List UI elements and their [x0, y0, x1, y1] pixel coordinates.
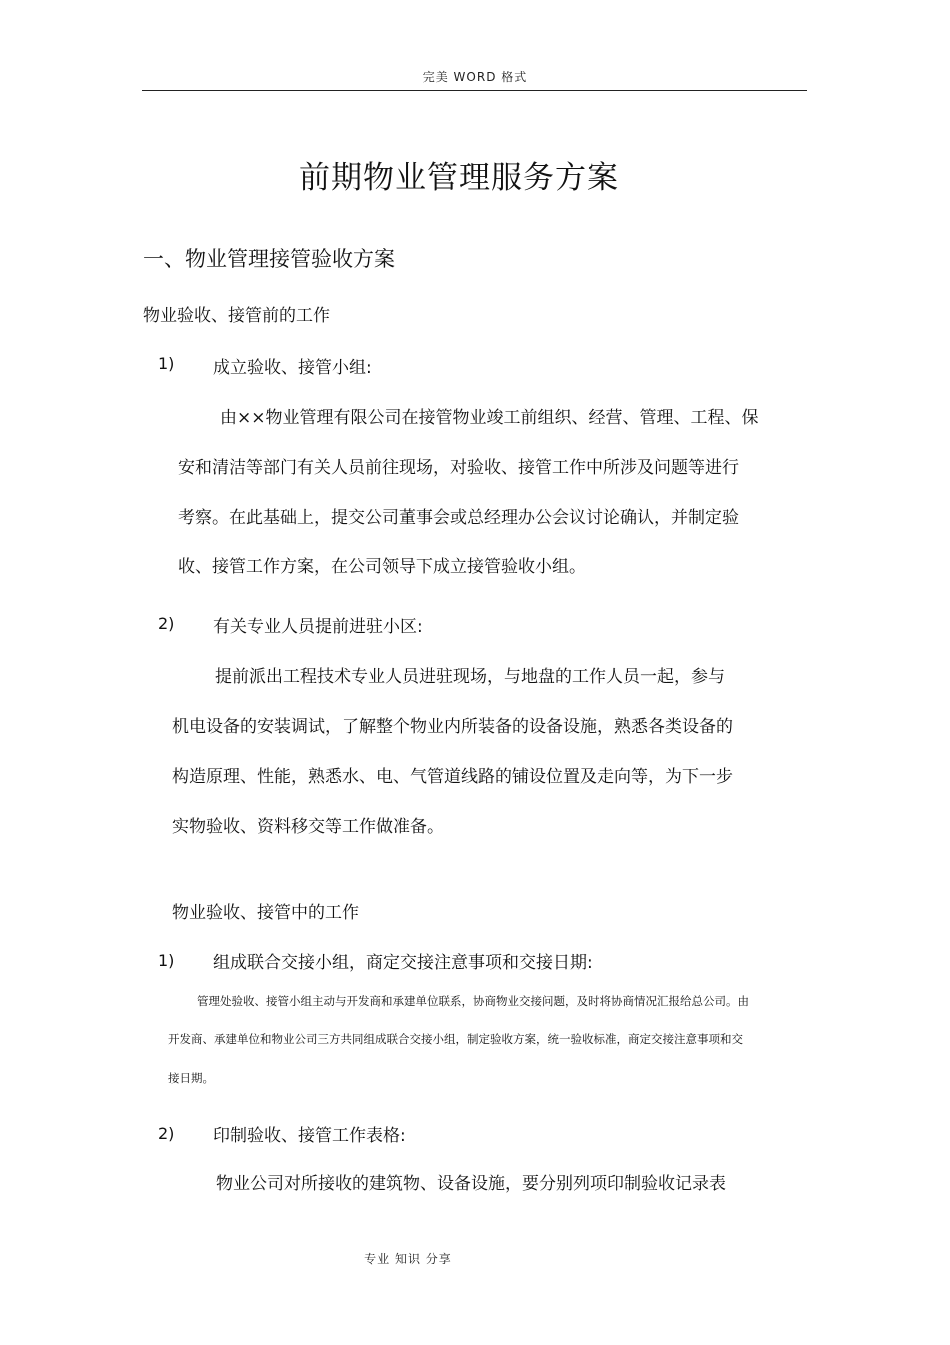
- header-divider: [142, 90, 807, 91]
- page-header: 完美 WORD 格式: [422, 70, 528, 84]
- paragraph-line: 构造原理、性能，熟悉水、电、气管道线路的铺设位置及走向等，为下一步: [172, 767, 733, 787]
- subsection-heading-before: 物业验收、接管前的工作: [143, 306, 330, 326]
- section-heading: 一、物业管理接管验收方案: [143, 247, 395, 271]
- paragraph-line: 开发商、承建单位和物业公司三方共同组成联合交接小组，制定验收方案，统一验收标准，商定交接注意事项和交: [168, 1032, 743, 1046]
- item-number: 1): [158, 951, 175, 970]
- item-number: 1): [158, 354, 175, 373]
- paragraph-line: 收、接管工作方案，在公司领导下成立接管验收小组。: [178, 557, 586, 577]
- paragraph-line: 安和清洁等部门有关人员前往现场，对验收、接管工作中所涉及问题等进行: [178, 458, 739, 478]
- paragraph-line: 提前派出工程技术专业人员进驻现场，与地盘的工作人员一起，参与: [215, 667, 725, 687]
- item-label: 有关专业人员提前进驻小区:: [213, 617, 423, 637]
- paragraph-line: 接日期。: [168, 1071, 214, 1085]
- paragraph-line: 考察。在此基础上，提交公司董事会或总经理办公会议讨论确认，并制定验: [178, 508, 739, 528]
- document-title: 前期物业管理服务方案: [299, 160, 619, 196]
- item-label: 印制验收、接管工作表格:: [213, 1126, 406, 1146]
- subsection-heading-during: 物业验收、接管中的工作: [172, 903, 359, 923]
- item-number: 2): [158, 1124, 175, 1143]
- paragraph-line: 管理处验收、接管小组主动与开发商和承建单位联系，协商物业交接问题，及时将协商情况汇报给总公司。由: [197, 994, 749, 1008]
- item-label: 组成联合交接小组，商定交接注意事项和交接日期:: [213, 953, 593, 973]
- paragraph-line: 实物验收、资料移交等工作做准备。: [172, 817, 444, 837]
- paragraph-line: 由××物业管理有限公司在接管物业竣工前组织、经营、管理、工程、保: [220, 408, 759, 428]
- paragraph-line: 机电设备的安装调试，了解整个物业内所装备的设备设施，熟悉各类设备的: [172, 717, 733, 737]
- item-number: 2): [158, 614, 175, 633]
- paragraph-line: 物业公司对所接收的建筑物、设备设施，要分别列项印制验收记录表: [216, 1174, 726, 1194]
- item-label: 成立验收、接管小组:: [213, 358, 372, 378]
- page-footer: 专业 知识 分享: [364, 1252, 452, 1266]
